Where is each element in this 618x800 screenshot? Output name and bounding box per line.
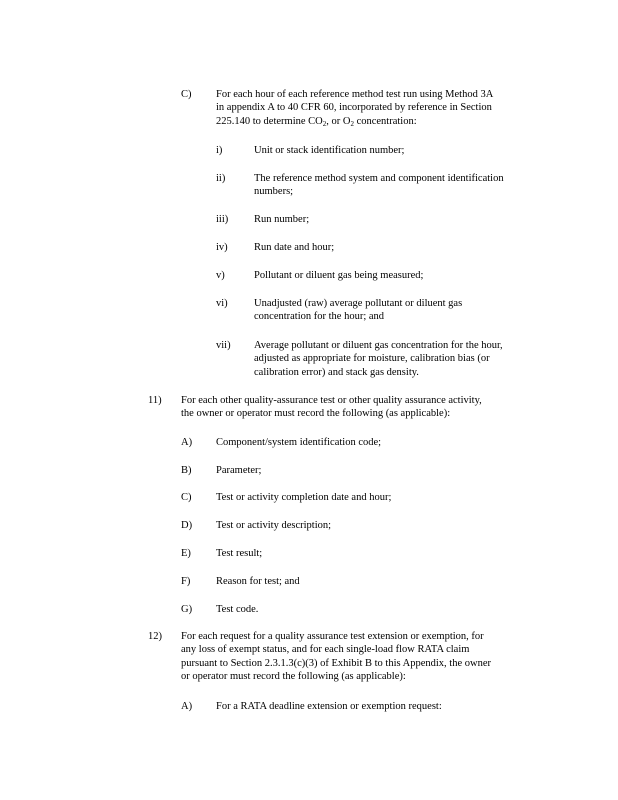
item-11-c-text: Test or activity completion date and hour; bbox=[216, 492, 392, 503]
sub-item-v-text bbox=[254, 269, 544, 282]
sub-item-iii-marker: iii) bbox=[216, 214, 229, 225]
item-c-line1: For each hour of each reference method test run using Method 3A bbox=[216, 89, 494, 100]
item-12-line1: For each request for a quality assurance test extension or exemption, for bbox=[181, 631, 484, 642]
sub-item-vi-line1: Unadjusted (raw) average pollutant or diluent gas bbox=[254, 298, 463, 309]
sub-item-ii-marker: ii) bbox=[216, 173, 226, 184]
item-11-a-text: Component/system identification code; bbox=[216, 437, 382, 448]
item-11-c-marker: C) bbox=[181, 492, 192, 503]
item-12-line4: or operator must record the following (as applicable): bbox=[181, 671, 406, 683]
co2-subscript: 2 bbox=[322, 119, 327, 128]
sub-item-vii-line1: Average pollutant or diluent gas concentration for the hour, bbox=[254, 340, 503, 351]
item-12-a-text: For a RATA deadline extension or exemption request: bbox=[216, 701, 442, 712]
item-11-f-text: Reason for test; and bbox=[216, 576, 300, 587]
sub-item-iii-line: Run number; bbox=[254, 214, 310, 225]
sub-item-vii-line2: adjusted as appropriate for moisture, calibration bias (or bbox=[254, 353, 490, 365]
item-11-f-marker: F) bbox=[181, 576, 191, 587]
sub-item-vii-marker: vii) bbox=[216, 340, 231, 351]
item-c-line3-mid: , or O bbox=[326, 115, 351, 127]
item-12-marker: 12) bbox=[148, 631, 162, 642]
item-c-line3-pre: 225.140 to determine CO bbox=[216, 115, 323, 127]
item-11-e-marker: E) bbox=[181, 548, 191, 559]
item-c-marker: C) bbox=[181, 89, 192, 100]
sub-item-vi-text bbox=[254, 297, 544, 324]
item-11-d-text: Test or activity description; bbox=[216, 520, 332, 531]
sub-item-iv-text bbox=[254, 241, 544, 254]
sub-item-ii-text bbox=[254, 172, 544, 199]
item-c-line3 bbox=[216, 115, 546, 128]
item-12-a-marker: A) bbox=[181, 701, 193, 712]
item-11-a-marker: A) bbox=[181, 437, 193, 448]
item-11-line1: For each other quality-assurance test or other quality assurance activity, bbox=[181, 395, 482, 406]
sub-item-iv-marker: iv) bbox=[216, 242, 228, 253]
item-c-text bbox=[216, 88, 546, 128]
sub-item-i-marker: i) bbox=[216, 145, 223, 156]
sub-item-i-text bbox=[254, 144, 544, 157]
sub-item-vii-line3: calibration error) and stack gas density. bbox=[254, 366, 419, 378]
item-11-b-marker: B) bbox=[181, 465, 192, 476]
sub-item-iii-text bbox=[254, 213, 544, 226]
sub-item-ii-line1: The reference method system and component identification bbox=[254, 173, 504, 184]
sub-item-i-line: Unit or stack identification number; bbox=[254, 145, 405, 156]
sub-item-iv-line: Run date and hour; bbox=[254, 242, 335, 253]
item-11-line2: the owner or operator must record the following (as applicable): bbox=[181, 408, 451, 420]
item-12-line2: any loss of exempt status, and for each single-load flow RATA claim bbox=[181, 644, 470, 656]
item-11-d-marker: D) bbox=[181, 520, 193, 531]
sub-item-v-marker: v) bbox=[216, 270, 225, 281]
sub-item-vi-line2: concentration for the hour; and bbox=[254, 311, 385, 323]
o2-subscript: 2 bbox=[350, 119, 354, 128]
item-12-text bbox=[181, 630, 551, 684]
item-11-g-text: Test code. bbox=[216, 604, 259, 615]
sub-item-vi-marker: vi) bbox=[216, 298, 228, 309]
sub-item-ii-line2: numbers; bbox=[254, 186, 294, 198]
item-12-line3: pursuant to Section 2.3.1.3(c)(3) of Exhibit B to this Appendix, the owner bbox=[181, 657, 491, 669]
item-c-line2: in appendix A to 40 CFR 60, incorporated by reference in Section bbox=[216, 102, 492, 114]
item-c-line3-post: concentration: bbox=[353, 115, 417, 127]
item-11-b-text: Parameter; bbox=[216, 465, 262, 476]
item-11-text bbox=[181, 394, 551, 421]
sub-item-v-line: Pollutant or diluent gas being measured; bbox=[254, 270, 424, 281]
sub-item-vii-text bbox=[254, 339, 544, 379]
item-11-e-text: Test result; bbox=[216, 548, 263, 559]
item-11-marker: 11) bbox=[148, 395, 162, 406]
item-11-g-marker: G) bbox=[181, 604, 193, 615]
